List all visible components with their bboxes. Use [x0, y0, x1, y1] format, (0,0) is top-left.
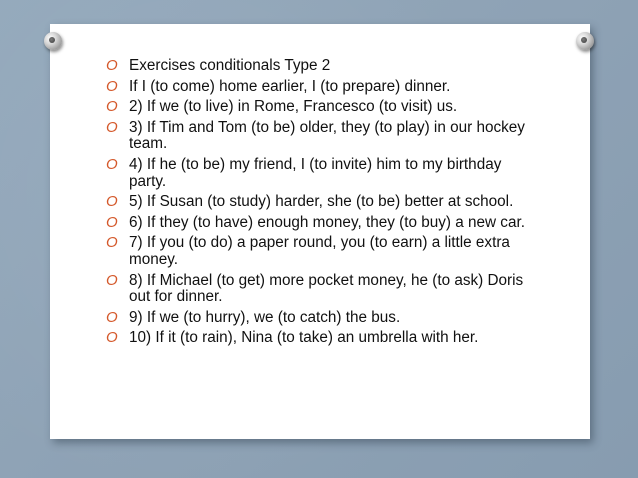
list-item	[106, 310, 526, 327]
list-item-text: 10) If it (to rain), Nina (to take) an umbrella with her.	[129, 329, 479, 347]
pushpin-icon	[44, 32, 62, 50]
list-item-text: 7) If you (to do) a paper round, you (to earn) a little extra money.	[129, 234, 510, 268]
list-item	[106, 58, 526, 75]
bullet-icon: O	[106, 193, 118, 211]
list-item	[106, 194, 526, 211]
list-item-text: 2) If we (to live) in Rome, Francesco (to visit) us.	[129, 98, 458, 116]
bullet-icon: O	[106, 308, 118, 326]
list-item-text: Exercises conditionals Type 2	[129, 57, 331, 74]
bullet-icon: O	[106, 98, 118, 116]
bullet-icon: O	[106, 57, 118, 74]
list-item	[106, 215, 526, 232]
list-item	[106, 273, 526, 306]
exercise-list	[106, 58, 526, 351]
list-item	[106, 235, 526, 268]
bullet-icon: O	[106, 234, 118, 252]
bullet-icon: O	[106, 329, 118, 347]
bullet-icon: O	[106, 77, 118, 95]
list-item-text: 6) If they (to have) enough money, they (to buy) a new car.	[129, 213, 525, 231]
list-item-text: If I (to come) home earlier, I (to prepare) dinner.	[129, 77, 451, 95]
list-item	[106, 120, 526, 153]
list-item	[106, 157, 526, 190]
list-item-text: 8) If Michael (to get) more pocket money, he (to ask) Doris out for dinner.	[129, 271, 524, 306]
pushpin-icon	[576, 32, 594, 50]
bullet-icon: O	[106, 271, 118, 289]
list-item-text: 3) If Tim and Tom (to be) older, they (to play) in our hockey team.	[129, 118, 525, 153]
list-item-text: 5) If Susan (to study) harder, she (to be) better at school.	[129, 193, 514, 211]
bullet-icon: O	[106, 155, 118, 173]
list-item	[106, 330, 526, 347]
list-item	[106, 99, 526, 116]
bullet-icon: O	[106, 213, 118, 231]
bullet-icon: O	[106, 118, 118, 136]
list-item-text: 9) If we (to hurry), we (to catch) the bus.	[129, 308, 401, 326]
list-item-text: 4) If he (to be) my friend, I (to invite) him to my birthday party.	[129, 155, 502, 190]
list-item	[106, 79, 526, 96]
